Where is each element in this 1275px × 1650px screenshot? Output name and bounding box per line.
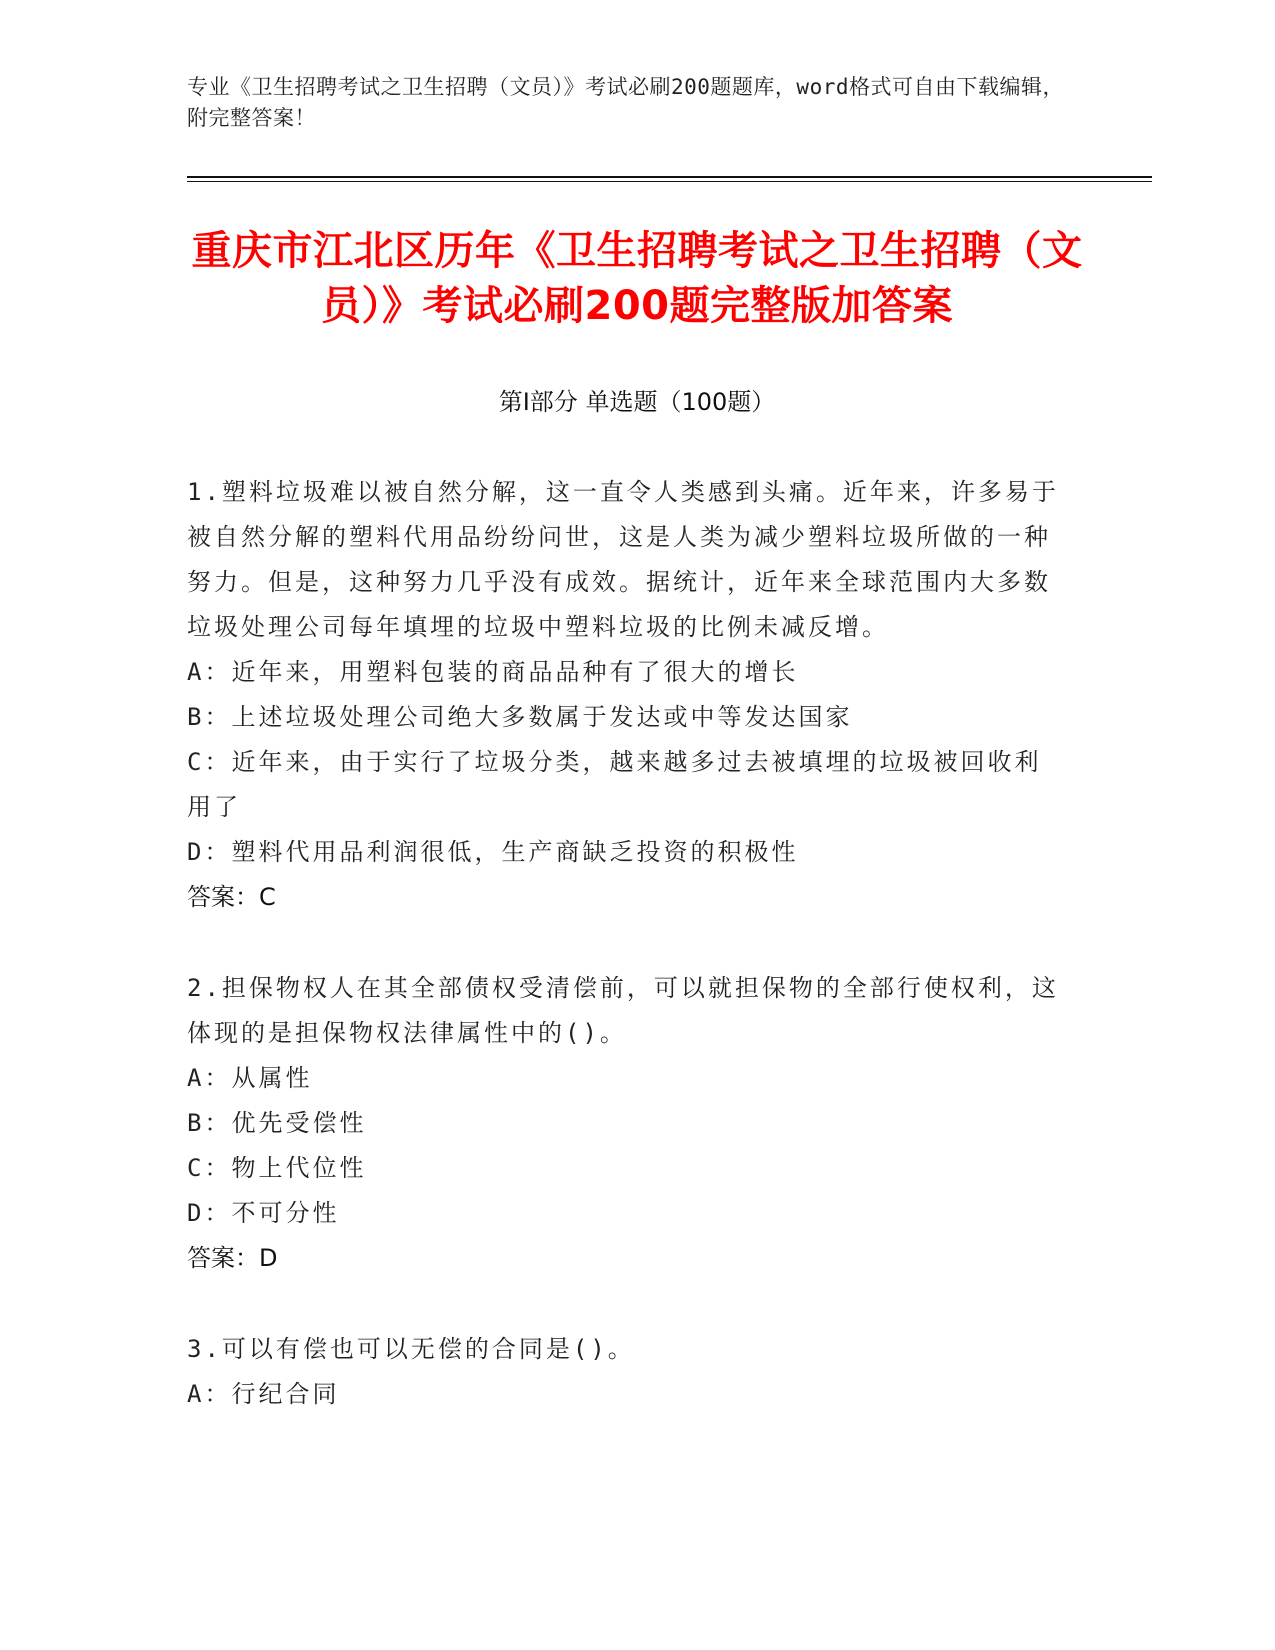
option-d: D：塑料代用品利润很低，生产商缺乏投资的积极性: [187, 838, 799, 866]
option-b: B：上述垃圾处理公司绝大多数属于发达或中等发达国家: [187, 703, 853, 731]
section-title: 第Ⅰ部分 单选题（100题）: [498, 388, 776, 416]
option-c: C：物上代位性: [187, 1154, 367, 1182]
option-d: D：不可分性: [187, 1199, 340, 1227]
header-divider-thick: [187, 176, 1152, 178]
option-b: B：优先受偿性: [187, 1109, 367, 1137]
question-2: [187, 966, 1067, 1281]
option-a: A：行纪合同: [187, 1380, 340, 1408]
question-stem: 2.担保物权人在其全部债权受清偿前，可以就担保物的全部行使权利，这体现的是担保物权法律属性中的()。: [187, 974, 1059, 1047]
question-stem: 1.塑料垃圾难以被自然分解，这一直令人类感到头痛。近年来，许多易于被自然分解的塑料代用品纷纷问世，这是人类为减少塑料垃圾所做的一种努力。但是，这种努力几乎没有成效。据统计，近年来全球范围内大多数垃圾处理公司每年填埋的垃圾中塑料垃圾的比例未减反增。: [187, 478, 1059, 641]
question-list: [187, 470, 1067, 1463]
header-note: 专业《卫生招聘考试之卫生招聘（文员）》考试必刷200题题库，word格式可自由下载编辑，附完整答案！: [187, 75, 1064, 130]
document-title: 重庆市江北区历年《卫生招聘考试之卫生招聘（文员）》考试必刷200题完整版加答案: [191, 228, 1083, 329]
option-c: C：近年来，由于实行了垃圾分类，越来越多过去被填埋的垃圾被回收利用了: [187, 748, 1042, 821]
answer: 答案：C: [187, 883, 276, 911]
header-divider-thin: [187, 181, 1152, 182]
question-3: [187, 1327, 1067, 1417]
question-1: [187, 470, 1067, 920]
option-a: A：从属性: [187, 1064, 313, 1092]
question-stem: 3.可以有偿也可以无偿的合同是()。: [187, 1335, 635, 1363]
option-a: A：近年来，用塑料包装的商品品种有了很大的增长: [187, 658, 799, 686]
answer: 答案：D: [187, 1244, 278, 1272]
